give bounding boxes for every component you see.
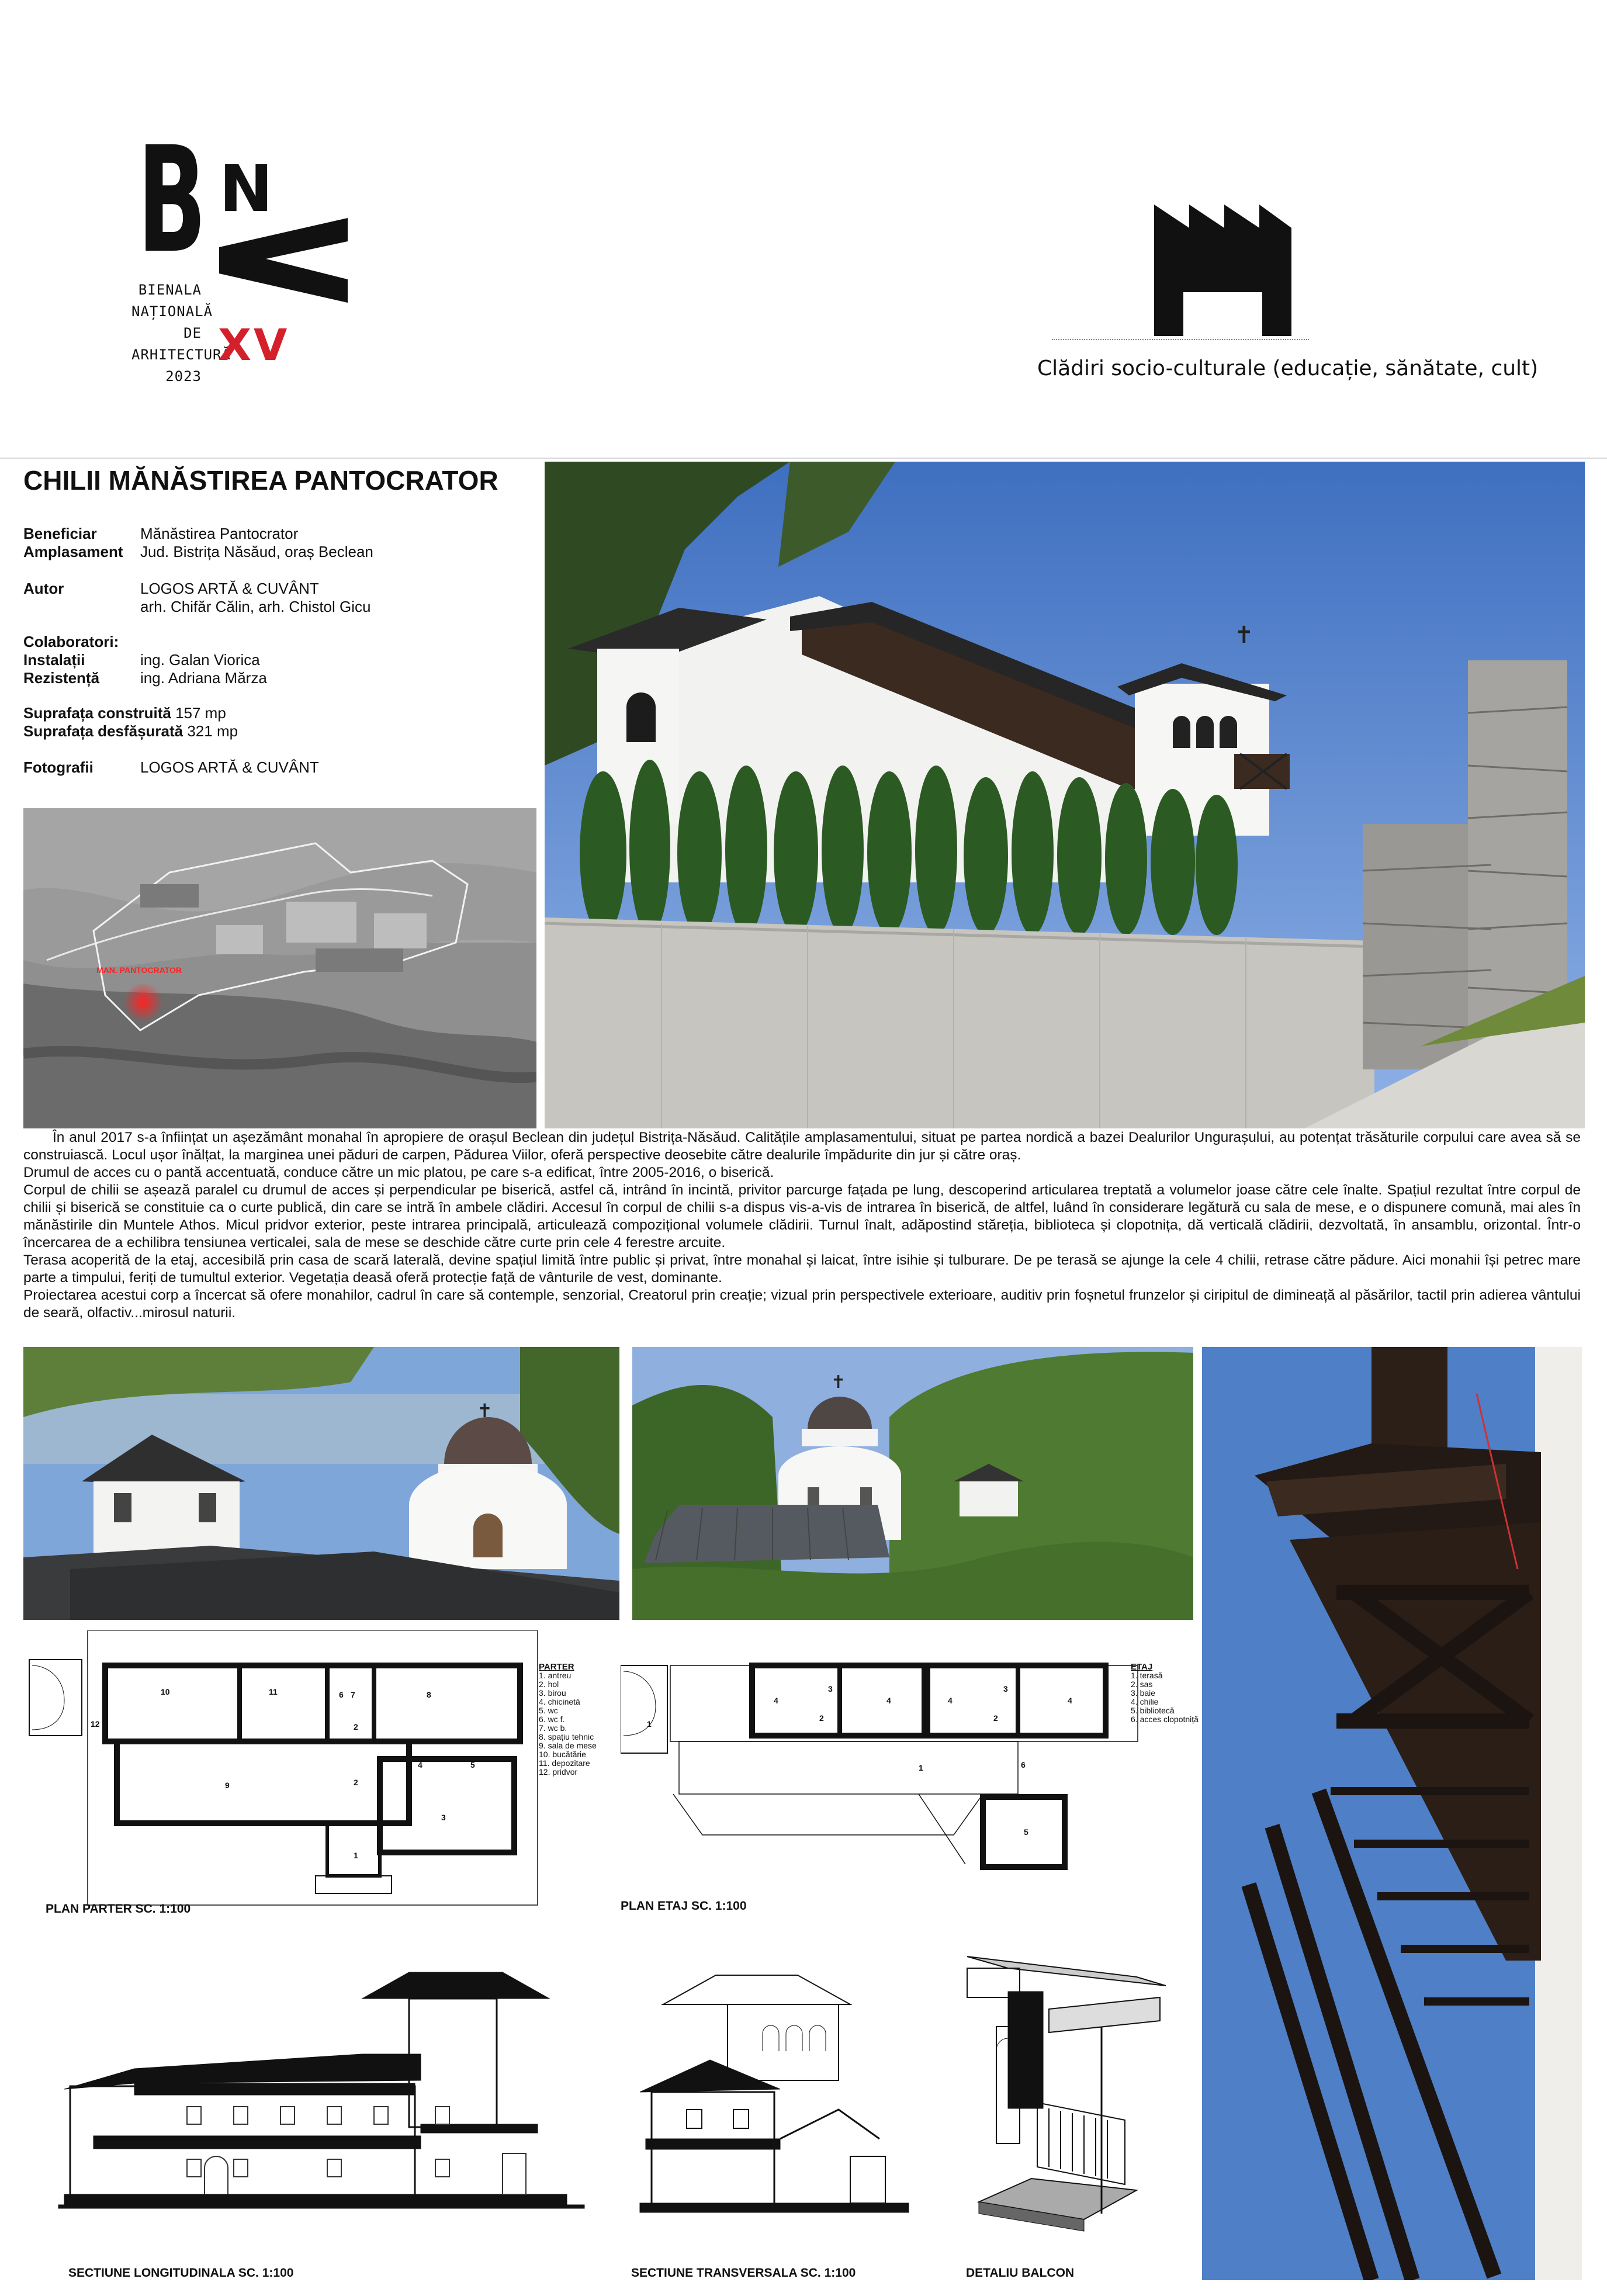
svg-text:4: 4 <box>774 1696 778 1705</box>
factory-icon <box>1154 205 1291 336</box>
plan-etaj <box>621 1648 1147 1893</box>
bna-logo <box>131 115 354 402</box>
section-transversal <box>628 1963 920 2256</box>
header-divider <box>0 458 1607 459</box>
legend-etaj: ETAJ 1. terasă 2. sas 3. baie 4. chilie 5. bibliotecă 6. acces clopotniță <box>1131 1662 1199 1724</box>
description-paragraph: În anul 2017 s-a înființat un așezământ monahal în apropiere de orașul Beclean din județul Bistrița-Năsăud. Calitățile amplasamentului, situat pe partea nordică a bazei Dealurilor Ungurașului, au potențat trăsăturile corpului care avea să se construiască. Locul ușor înălțat, la marginea unei păduri de carpen, Pădurea Viilor, oferă perspective deosebite către dealurile împădurite din jur și către oraș. <box>23 1130 1581 1163</box>
info-autor: Autor LOGOS ARTĂ & CUVÂNT arh. Chifăr Călin, arh. Chistol Gicu <box>23 580 371 615</box>
factory-ground-line <box>1052 332 1309 340</box>
project-title: CHILII MĂNĂSTIREA PANTOCRATOR <box>23 465 498 496</box>
info-fotografii: Fotografii LOGOS ARTĂ & CUVÂNT <box>23 759 319 776</box>
description-paragraph: Drumul de acces cu o pantă accentuată, conduce către un mic platou, pe care s-a edificat, între 2005-2016, o biserică. <box>23 1165 774 1180</box>
svg-text:6: 6 <box>1021 1760 1026 1769</box>
svg-text:4: 4 <box>886 1696 891 1705</box>
svg-text:1: 1 <box>919 1763 923 1772</box>
section-longitudinal <box>47 1961 608 2253</box>
description-paragraph: Proiectarea acestui corp a încercat să ofere monahilor, cadrul în care să contemple, senzorial, Creatorul prin creație; vizual prin perspectivele exterioare, auditiv prin foșnetul frunzelor și ciripitul de dimineață al păsărilor, tactil prin adierea vântului de seară, olfactiv...mirosul naturii. <box>23 1287 1581 1321</box>
svg-text:4: 4 <box>418 1760 422 1769</box>
svg-text:3: 3 <box>441 1813 446 1822</box>
info-colaboratori: Colaboratori: Instalații ing. Galan Viorica Rezistență ing. Adriana Mărza <box>23 633 267 687</box>
svg-text:2: 2 <box>354 1778 358 1787</box>
svg-text:9: 9 <box>225 1781 230 1790</box>
svg-text:4: 4 <box>948 1696 953 1705</box>
caption-balcony-detail: DETALIU BALCON <box>966 2266 1075 2280</box>
location-map <box>23 808 536 1128</box>
logo-edition: XV <box>218 320 290 370</box>
svg-text:1: 1 <box>354 1851 358 1860</box>
caption-section-trans: SECTIUNE TRANSVERSALA SC. 1:100 <box>631 2266 856 2280</box>
svg-text:2: 2 <box>354 1722 358 1731</box>
photo-roof-church <box>23 1347 619 1620</box>
info-beneficiar: Beneficiar Mănăstirea Pantocrator Amplasament Jud. Bistrița Năsăud, oraș Beclean <box>23 525 373 560</box>
photo-church-forest <box>632 1347 1193 1620</box>
svg-text:5: 5 <box>1024 1827 1028 1837</box>
svg-text:11: 11 <box>269 1687 278 1696</box>
balcony-detail-drawing <box>961 1945 1172 2249</box>
svg-text:1: 1 <box>647 1719 652 1729</box>
caption-plan-etaj: PLAN ETAJ SC. 1:100 <box>621 1899 747 1913</box>
caption-section-long: SECTIUNE LONGITUDINALA SC. 1:100 <box>68 2266 294 2280</box>
hero-photo <box>545 462 1585 1128</box>
svg-text:3: 3 <box>1003 1684 1008 1694</box>
svg-text:✝: ✝ <box>477 1400 493 1422</box>
logo-a-icon <box>219 218 348 306</box>
description-paragraph: Corpul de chilii se așează paralel cu drumul de acces și perpendicular pe biserică, astfel că, intrând în incintă, privitor parcurge fațada pe lung, descoperind articularea treptată a volumelor joase către cele înalte. Spațiul rezultat între corpul de chilii și biserică se constituie ca o curte publică, din care se intră în ambele clădiri. Accesul în corpul de chilii s-a dispus vis-a-vis de intrarea în biserică, de altfel, luând în considerare legătură cu sala de mese, e o dispunere comună, mai ales în mănăstirile din Muntele Athos. Micul pridvor exterior, peste intrarea principală, articulează compozițional volumele clădirii. Turnul înalt, adăpostind stărețiа, biblioteca și clopotnița, dă verticală clădirii, dezvoltată, în ansamblu, orizontal. Într-o încercarea de a echilibra tensiunea verticalei, sala de mese se deschide către curte prin cele 4 ferestre arcuite. <box>23 1182 1581 1251</box>
info-suprafete: Suprafața construită 157 mp Suprafața desfășurată 321 mp <box>23 704 238 740</box>
description-text <box>23 1129 1581 1322</box>
description-paragraph: Terasa acoperită de la etaj, accesibilă prin casa de scară laterală, devine spațiul limită între public și privat, între monahal și laicat, între isihie și tulburare. De pe terasă se ajunge la cele 4 chilii, retrase către pădure. Aici monahii își petrec mare parte a timpului, feriți de tumultul exterior. Vegetația deasă oferă protecție față de vânturile de vest, dominante. <box>23 1252 1581 1286</box>
svg-text:4: 4 <box>1068 1696 1072 1705</box>
map-marker-label: MAN. PANTOCRATOR <box>96 965 182 975</box>
svg-text:✝: ✝ <box>831 1372 846 1393</box>
svg-text:3: 3 <box>828 1684 833 1694</box>
svg-text:10: 10 <box>161 1687 170 1696</box>
logo-letter-a <box>219 218 348 319</box>
svg-text:8: 8 <box>427 1690 431 1699</box>
logo-text-lines: BIENALA NAȚIONALĂ DE ARHITECTURĂ 2023 <box>131 282 231 385</box>
svg-text:5: 5 <box>470 1760 475 1769</box>
svg-text:2: 2 <box>993 1713 998 1723</box>
svg-text:✝: ✝ <box>1234 622 1254 649</box>
svg-text:12: 12 <box>91 1719 100 1729</box>
logo-letter-n: N <box>219 151 273 226</box>
logo-letter-b: B <box>137 115 205 285</box>
photo-balcony-detail <box>1202 1347 1582 2280</box>
svg-text:2: 2 <box>819 1713 824 1723</box>
legend-parter: PARTER 1. antreu 2. hol 3. birou 4. chicinetă 5. wc 6. wc f. 7. wc b. 8. spațiu tehnic 9. sala de mese 10. bucătărie 11. depozitare 12. pridvor <box>539 1662 597 1776</box>
category-label: Clădiri socio-culturale (educație, sănătate, cult) <box>1037 356 1539 380</box>
caption-plan-parter: PLAN PARTER SC. 1:100 <box>46 1902 191 1916</box>
svg-text:6: 6 <box>339 1690 344 1699</box>
plan-parter <box>23 1630 608 1917</box>
svg-text:7: 7 <box>351 1690 355 1699</box>
